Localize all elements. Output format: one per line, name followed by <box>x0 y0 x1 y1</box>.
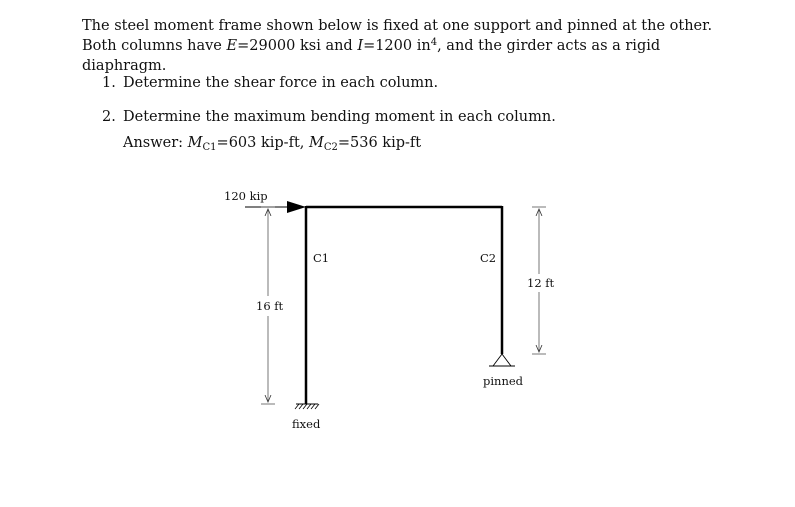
question-2: 2. Determine the maximum bending moment in each column. <box>102 109 556 125</box>
pinned-label: pinned <box>483 374 524 388</box>
load-label: 120 kip <box>224 189 268 203</box>
inertia-symbol: I <box>357 38 364 54</box>
fixed-label: fixed <box>292 417 321 431</box>
question-1: 1. Determine the shear force in each column. <box>102 75 439 91</box>
fixed-support-icon <box>295 404 319 409</box>
c1-height-label: 16 ft <box>256 299 284 313</box>
problem-statement: The steel moment frame shown below is fixed at one support and pinned at the other. Both columns have E=29000 ksi and I=1200 $in^4$, and the girder acts as a rigid diaphragm. <box>82 18 713 74</box>
c2-label: C2 <box>480 251 497 265</box>
inertia-exponent: 4 <box>430 37 438 48</box>
load-arrow-head <box>287 201 306 213</box>
c2-height-label: 12 ft <box>527 276 555 290</box>
answer-line: Answer: $M_{C1}=603$ kip-ft, $M_{C2}=536$ kip-ft <box>123 135 422 153</box>
modulus-symbol: E <box>226 38 238 54</box>
c1-label: C1 <box>313 251 330 265</box>
pinned-support-icon <box>489 354 515 366</box>
